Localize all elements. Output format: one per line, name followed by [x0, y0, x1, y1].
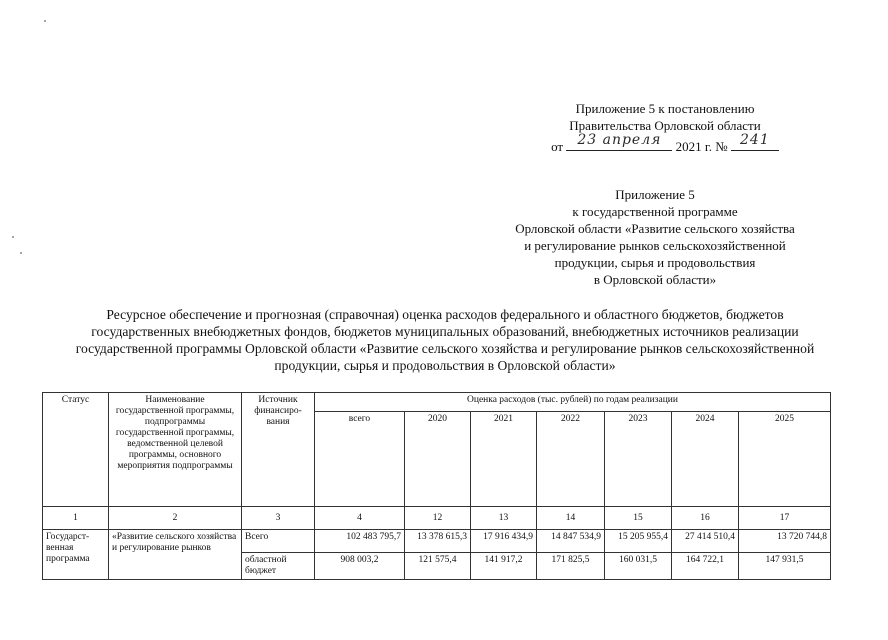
annex-line-6: в Орловской области» — [593, 272, 717, 287]
column-number-row — [43, 507, 831, 530]
row-value: 164 722,1 — [672, 553, 739, 580]
header-year: 2021 — [471, 412, 537, 507]
handwritten-number: 241 — [740, 132, 770, 148]
header-status: Статус — [43, 393, 109, 507]
decree-year: 2021 г. № — [675, 139, 728, 154]
title-line-2: государственных внебюджетных фондов, бюджетов муниципальных образований, внебюджетных источников реализации — [91, 324, 799, 339]
decree-annex-header — [520, 100, 810, 155]
row-value: 13 378 615,3 — [405, 530, 471, 553]
header-year: 2024 — [672, 412, 739, 507]
header-year: 2025 — [739, 412, 831, 507]
header-estimate: Оценка расходов (тыс. рублей) по годам реализации — [315, 393, 831, 412]
decree-line-1: Приложение 5 к постановлению — [575, 101, 755, 116]
row-value: 160 031,5 — [605, 553, 672, 580]
title-line-3: государственной программы Орловской области «Развитие сельского хозяйства и регулирование рынков сельскохозяйственной — [75, 341, 815, 356]
header-total: всего — [315, 412, 405, 507]
scan-speck — [12, 236, 14, 238]
column-number: 14 — [537, 507, 605, 530]
row-source: областной бюджет — [242, 553, 315, 580]
column-number: 2 — [109, 507, 242, 530]
table-row — [43, 530, 831, 553]
decree-date-line — [520, 134, 810, 155]
handwritten-date: 23 апреля — [577, 132, 662, 148]
column-number: 12 — [405, 507, 471, 530]
header-year: 2020 — [405, 412, 471, 507]
column-number: 17 — [739, 507, 831, 530]
title-line-4: продукции, сырья и продовольствия в Орловской области» — [274, 358, 616, 373]
column-number: 4 — [315, 507, 405, 530]
column-number: 15 — [605, 507, 672, 530]
annex-line-3: Орловской области «Развитие сельского хозяйства — [515, 221, 795, 236]
number-signature-line — [731, 134, 779, 151]
row-value: 102 483 795,7 — [315, 530, 405, 553]
header-name: Наименование государственной программы, подпрограммы государственной программы, ведомственной целевой программы, основного мероприятия подпрограммы — [109, 393, 242, 507]
document-title — [30, 306, 860, 374]
row-value: 121 575,4 — [405, 553, 471, 580]
row-value: 15 205 955,4 — [605, 530, 672, 553]
annex-line-5: продукции, сырья и продовольствия — [554, 255, 756, 270]
resource-table — [42, 392, 831, 580]
decree-line-2: Правительства Орловской области — [569, 118, 761, 133]
header-year: 2022 — [537, 412, 605, 507]
column-number: 16 — [672, 507, 739, 530]
program-annex-header — [470, 186, 840, 288]
column-number: 3 — [242, 507, 315, 530]
title-line-1: Ресурсное обеспечение и прогнозная (справочная) оценка расходов федерального и областного бюджетов, бюджетов — [106, 307, 784, 322]
row-value: 13 720 744,8 — [739, 530, 831, 553]
row-value: 141 917,2 — [471, 553, 537, 580]
header-source: Источник финансиро-вания — [242, 393, 315, 507]
column-number: 1 — [43, 507, 109, 530]
row-value: 147 931,5 — [739, 553, 831, 580]
column-number: 13 — [471, 507, 537, 530]
header-year: 2023 — [605, 412, 672, 507]
scan-speck — [20, 252, 22, 254]
date-prefix: от — [551, 139, 564, 154]
row-value: 908 003,2 — [315, 553, 405, 580]
annex-line-4: и регулирование рынков сельскохозяйственной — [524, 238, 786, 253]
row-value: 171 825,5 — [537, 553, 605, 580]
scan-speck — [44, 20, 46, 22]
row-source: Всего — [242, 530, 315, 553]
annex-line-2: к государственной программе — [572, 204, 738, 219]
row-name: «Развитие сельского хозяйства и регулирование рынков — [109, 530, 242, 580]
row-value: 14 847 534,9 — [537, 530, 605, 553]
date-signature-line — [566, 134, 672, 151]
row-status: Государст-венная программа — [43, 530, 109, 580]
row-value: 17 916 434,9 — [471, 530, 537, 553]
annex-line-1: Приложение 5 — [615, 187, 695, 202]
row-value: 27 414 510,4 — [672, 530, 739, 553]
